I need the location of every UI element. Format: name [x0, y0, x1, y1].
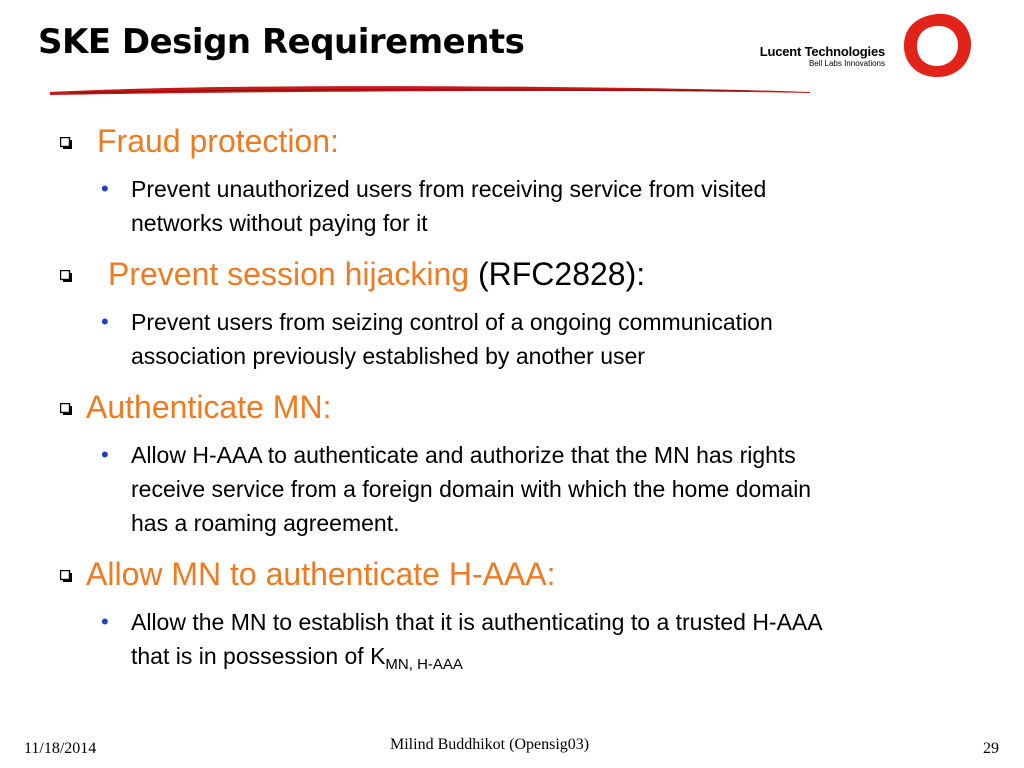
sub-session-hijacking: Prevent users from seizing control of a ongoing communication association previously established by another user	[131, 309, 773, 369]
square-bullet-icon	[60, 570, 72, 582]
lucent-ring-logo-icon	[898, 8, 976, 82]
logo-tagline: Bell Labs Innovations	[808, 59, 885, 68]
heading-fraud-protection: Fraud protection:	[97, 123, 339, 159]
sub-fraud-protection: Prevent unauthorized users from receiving service from visited networks without paying for it	[131, 176, 767, 236]
bullet-icon: •	[101, 442, 109, 467]
heading-authenticate-mn: Authenticate MN:	[86, 389, 332, 425]
heading-session-hijacking: Prevent session hijacking (RFC2828):	[108, 256, 646, 292]
square-bullet-icon	[60, 270, 72, 282]
bullet-icon: •	[101, 176, 109, 201]
footer-date: 11/18/2014	[24, 740, 97, 757]
bullet-icon: •	[101, 609, 109, 634]
heading-authenticate-haaa: Allow MN to authenticate H-AAA:	[86, 556, 556, 592]
footer-author: Milind Buddhikot (Opensig03)	[390, 736, 590, 753]
logo-name: Lucent Technologies	[759, 44, 885, 59]
company-logo-text	[745, 44, 885, 68]
slide-title: SKE Design Requirements	[38, 22, 525, 62]
square-bullet-icon	[60, 403, 72, 415]
square-bullet-icon	[60, 137, 72, 149]
bullet-icon: •	[101, 309, 109, 334]
title-underline	[50, 80, 810, 100]
sub-authenticate-haaa: Allow the MN to establish that it is authenticating to a trusted H-AAA that is in possession of $K_{MN, H-AAA}$	[131, 609, 823, 673]
footer-page-number: 29	[983, 740, 999, 757]
sub-authenticate-mn: Allow H-AAA to authenticate and authorize that the MN has rights receive service from a foreign domain with which the home domain has a roaming agreement.	[131, 442, 812, 536]
